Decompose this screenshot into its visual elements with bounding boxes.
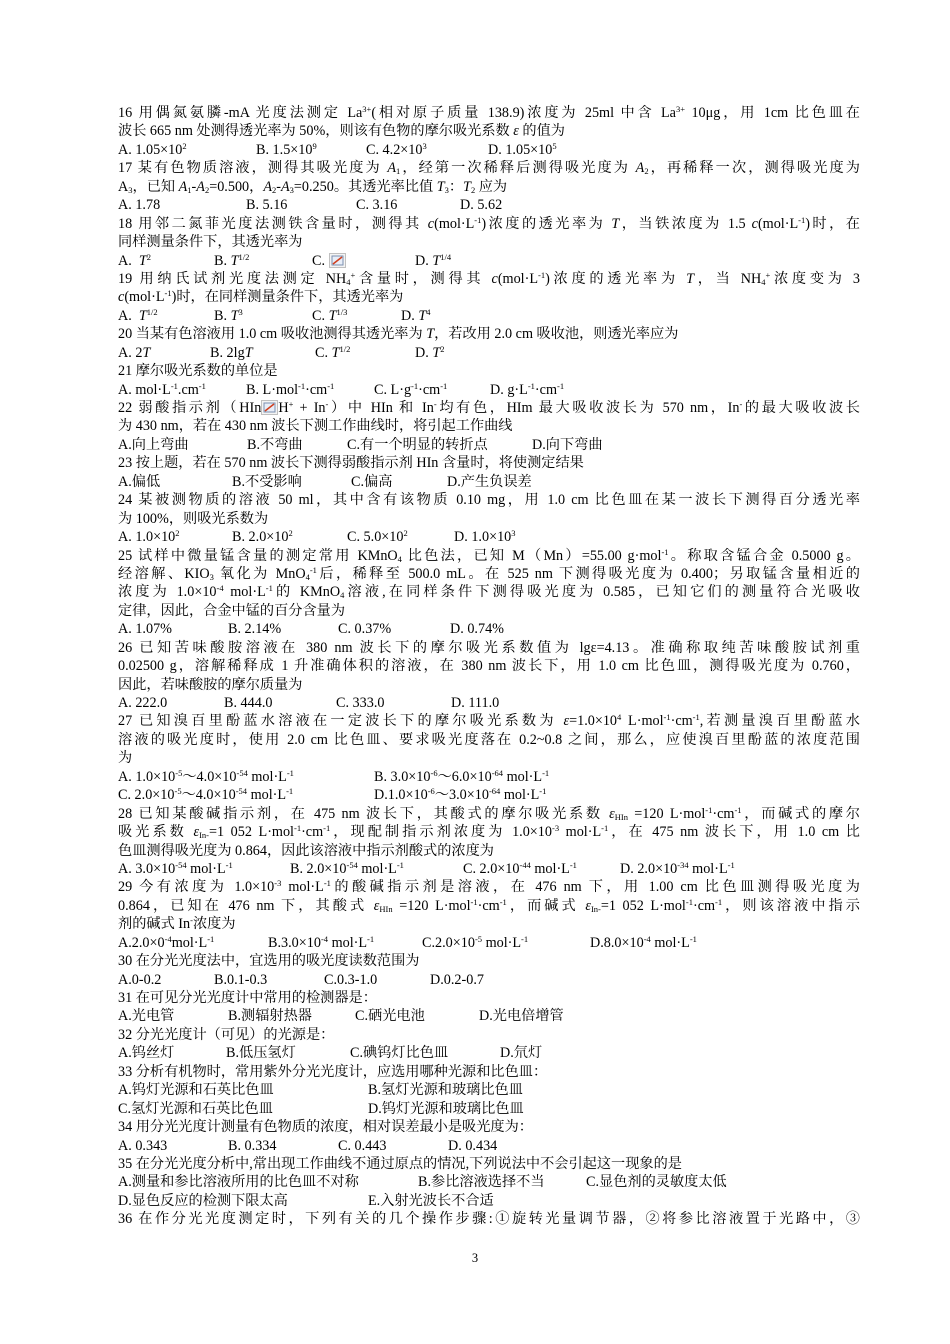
options-line: A. $3.0\times 10^{-54}$ $mol\cdot L^{-1}$ B. $2.0\times 10^{-54}$ $mol\cdot L^{-1}$ C. $2.0\times 10^{-44}$ $mol\cdot L^{-1}$ D. $2.0\times 10^{-34}$ $mol\cdot L^{-1}$: [118, 859, 735, 877]
options-line: A. 0.343 B. 0.334 C. 0.443 D. 0.434: [118, 1137, 498, 1154]
question-body: [118, 104, 860, 1229]
text-line: 为 430 nm，若在 430 nm 波长下测工作曲线时，将引起工作曲线: [118, 418, 513, 435]
options-line: A.光电管 B.测辐射热器 C.硒光电池 D.光电倍增管: [118, 1008, 564, 1025]
text-line: 定律，因此，合金中锰的百分含量为: [118, 602, 346, 619]
text-line: 0.864，已知在 476 nm 下，其酸式 $\varepsilon_{HIn} =120$ $L\cdot mol^{-1}\cdot cm^{-1}$，而碱式 $\varepsilon_{In-}=1$ 052 $L\cdot mol^{-1}\cdot cm^{-1}$，则该溶液中指示: [118, 896, 860, 914]
text-line: $A_3$，已知 $A_1-A_2=0.500$，$A_2-A_3=0.250$。其透光率比值 $T_3$：$T_2$ 应为: [118, 178, 508, 195]
text-line: 因此，若味酸胺的摩尔质量为: [118, 676, 303, 693]
options-line: A. $1.0\times 10^{-5}\sim 4.0\times 10^{-54}$ $mol\cdot L^{-1}$ B. $3.0\times 10^{-6}\sim 6.0\times 10^{-64}$ $mol\cdot L^{-1}$: [118, 767, 550, 785]
options-line: $A.2.0\times 0^{-4}mol\cdot L^{-1}$ $B.3.0\times 10^{-4}$ $mol\cdot L^{-1}$ $C.2.0\times 10^{-5}$ $mol\cdot L^{-1}$ $D.8.0\times 10^{-4}$ $mol\cdot L^{-1}$: [118, 933, 697, 951]
text-line: 36 在作分光光度测定时，下列有关的几个操作步骤:①旋转光量调节器，②将参比溶液置于光路中，③: [118, 1211, 860, 1228]
broken-image-icon: [329, 253, 346, 268]
text-line: 23 按上题，若在 570 nm 波长下测得弱酸指示剂 HIn 含量时，将使测定结果: [118, 455, 584, 472]
text-line: 浓度为 $1.0\times 10^{-4}$ $mol\cdot L^{-1}$的 KMnO$_4$溶液,在同样条件下测得吸光度为 0.585，已知它们的测量符合光吸收: [118, 583, 860, 601]
text-line: 31 在可见分光光度计中常用的检测器是：: [118, 990, 377, 1006]
text-line: 为: [118, 750, 133, 767]
text-line: 20 当某有色溶液用 1.0 cm 吸收池测得其透光率为 T，若改用 2.0 cm 吸收池，则透光率应为: [118, 326, 679, 343]
text-line: 24 某被测物质的溶液 50 ml，其中含有该物质 0.10 mg，用 1.0 cm 比色皿在某一波长下测得百分透光率: [118, 492, 860, 509]
options-line: A.偏低 B.不受影响 C.偏高 D.产生负误差: [118, 473, 532, 490]
text-line: 29 今有浓度为 $1.0\times 10^{-3}$ $mol\cdot L^{-1}$的酸碱指示剂是溶液，在 476 nm 下，用 1.00 cm 比色皿测得吸光度为: [118, 878, 860, 896]
text-line: 0.02500 g，溶解稀释成 1 升准确体积的溶液，在 380 nm 波长下，用 1.0 cm 比色皿，测得吸光度为 0.760，: [118, 658, 860, 675]
options-line: A. $T^{1/2}$ B. $T^3$ C. $T^{1/3}$ D. $T^4$: [118, 306, 431, 324]
text-line: 同样测量条件下，其透光率为: [118, 234, 303, 251]
page-number: 3: [471, 1251, 479, 1265]
text-line: 为 100%，则吸光系数为: [118, 510, 269, 527]
text-line: 27 已知溴百里酚蓝水溶液在一定波长下的摩尔吸光系数为 $\varepsilon=1.0\times 10^4$ $L\cdot mol^{-1}\cdot cm^{-1}$,若测量溴百里酚蓝水: [118, 712, 860, 730]
options-line: A.0-0.2 B.0.1-0.3 C.0.3-1.0 D.0.2-0.7: [118, 971, 484, 988]
options-line: A. $1.05\times 10^2$ B. $1.5\times 10^9$ C. $4.2\times 10^3$ D. $1.05\times 10^5$: [118, 140, 557, 158]
text-line: 18 用邻二氮菲光度法测铁含量时，测得其 $c(mol\cdot L^{-1})$浓度的透光率为 T，当铁浓度为 1.5 $c(mol\cdot L^{-1})$时，在: [118, 214, 860, 232]
options-line: A. 1.78 B. 5.16 C. 3.16 D. 5.62: [118, 197, 503, 214]
text-line: 色皿测得吸光度为 0.864，因此该溶液中指示剂酸式的浓度为: [118, 842, 494, 859]
options-line: A.向上弯曲 B.不弯曲 C.有一个明显的转折点 D.向下弯曲: [118, 436, 603, 453]
options-line: A. $mol\cdot L^{-1}.cm^{-1}$ B. $L\cdot mol^{-1}\cdot cm^{-1}$ C. $L\cdot g^{-1}\cdot cm^{-1}$ D. $g\cdot L^{-1}\cdot cm^{-1}$: [118, 380, 565, 398]
options-line: A. $T^2$ B. $T^{1/2}$ C. D. $T^{1/4}$: [118, 251, 452, 269]
text-line: 剂的碱式 In-浓度为: [118, 915, 236, 933]
options-line: A. $1.0\times 10^2$ B. $2.0\times 10^2$ C. $5.0\times 10^2$ D. $1.0\times 10^3$: [118, 528, 516, 546]
options-line: A.钨丝灯 B.低压氢灯 C.碘钨灯比色皿 D.氘灯: [118, 1045, 543, 1062]
text-line: $c(mol\cdot L^{-1})$时，在同样测量条件下，其透光率为: [118, 288, 404, 306]
text-line: 波长 665 nm 处测得透光率为 50%，则该有色物的摩尔吸光系数 ε 的值为: [118, 123, 565, 140]
text-line: 16 用偶氮氨膦-mA 光度法测定 $La^{3+}$(相对原子质量 138.9)浓度为 25ml 中含 $La^{3+}$ 10μg，用 1cm 比色皿在: [118, 104, 860, 121]
text-line: 22 弱酸指示剂（HIn H+ + In-）中 HIn 和 In-均有色，HIm 最大吸收波长为 570 nm，In-的最大吸收波长: [118, 399, 860, 416]
text-line: 33 分析有机物时，常用紫外分光光度计，应选用哪种光源和比色皿：: [118, 1063, 548, 1080]
options-line: C. $2.0\times 10^{-5}\sim 4.0\times 10^{-54}$ $mol\cdot L^{-1}$ $D.1.0\times 10^{-6}\sim 3.0\times 10^{-64}$ $mol\cdot L^{-1}$: [118, 786, 547, 804]
options-line: A.钨灯光源和石英比色皿 B.氢灯光源和玻璃比色皿: [118, 1082, 523, 1099]
text-line: 34 用分光光度计测量有色物质的浓度，相对误差最小是吸光度为：: [118, 1119, 533, 1136]
options-line: A. 222.0 B. 444.0 C. 333.0 D. 111.0: [118, 695, 500, 711]
options-line: A. 1.07% B. 2.14% C. 0.37% D. 0.74%: [118, 621, 504, 638]
text-line: 经溶解、$KIO_3$ 氧化为 MnO$_4^{-1}$后，稀释至 500.0 mL。在 525 nm 下测得吸光度为 0.400；另取锰含量相近的: [118, 564, 860, 582]
text-line: 25 试样中微量锰含量的测定常用 KMnO$_4$ 比色法，已知 M（Mn）=55.00 g·mol$^{-1}$。称取含锰合金 0.5000 g。: [118, 546, 860, 564]
options-line: D.显色反应的检测下限太高 E.入射光波长不合适: [118, 1192, 494, 1209]
text-line: 溶液的吸光度时，使用 2.0 cm 比色皿、要求吸光度落在 0.2~0.8 之间，那么，应使溴百里酚蓝的浓度范围: [118, 731, 860, 748]
options-line: A.测量和参比溶液所用的比色皿不对称 B.参比溶液选择不当 C.显色剂的灵敏度太低: [118, 1174, 727, 1191]
text-line: 19 用纳氏试剂光度法测定 $NH_4^+$含量时，测得其 $c(mol\cdot L^{-1})$浓度的透光率为 T，当 $NH_4^+$浓度变为 3: [118, 269, 860, 287]
text-line: 35 在分光光度分析中,常出现工作曲线不通过原点的情况,下列说法中不会引起这一现象的是: [118, 1155, 682, 1172]
text-line: 30 在分光光度法中，宜选用的吸光度读数范围为: [118, 953, 420, 970]
text-line: 26 已知苦味酸胺溶液在 380 nm 波长下的摩尔吸光系数值为 lgε=4.13。准确称取纯苦味酸胺试剂重: [118, 639, 860, 656]
text-line: 21 摩尔吸光系数的单位是: [118, 363, 278, 380]
text-line: 32 分光光度计（可见）的光源是：: [118, 1026, 335, 1043]
equilibrium-arrow-image-icon: [261, 400, 278, 415]
text-line: 17 某有色物质溶液，测得其吸光度为 $A_1$，经第一次稀释后测得吸光度为 $A_2$，再稀释一次，测得吸光度为: [118, 160, 860, 177]
text-line: 吸光系数 $\varepsilon_{In-}=1$ 052 $L\cdot mol^{-1}\cdot cm^{-1}$，现配制指示剂浓度为 $1.0\times 10^{-3}$ $mol\cdot L^{-1}$，在 475 nm 波长下，用 1.0 cm 比: [118, 823, 860, 841]
options-line: C.氢灯光源和石英比色皿 D.钨灯光源和玻璃比色皿: [118, 1100, 524, 1117]
options-line: A. 2T B. 2lgT C. $T^{1/2}$ D. $T^2$: [118, 343, 445, 361]
text-line: 28 已知某酸碱指示剂，在 475 nm 波长下，其酸式的摩尔吸光系数 $\varepsilon_{HIn} =120$ $L\cdot mol^{-1}\cdot cm^{-1}$，而碱式的摩尔: [118, 804, 860, 822]
